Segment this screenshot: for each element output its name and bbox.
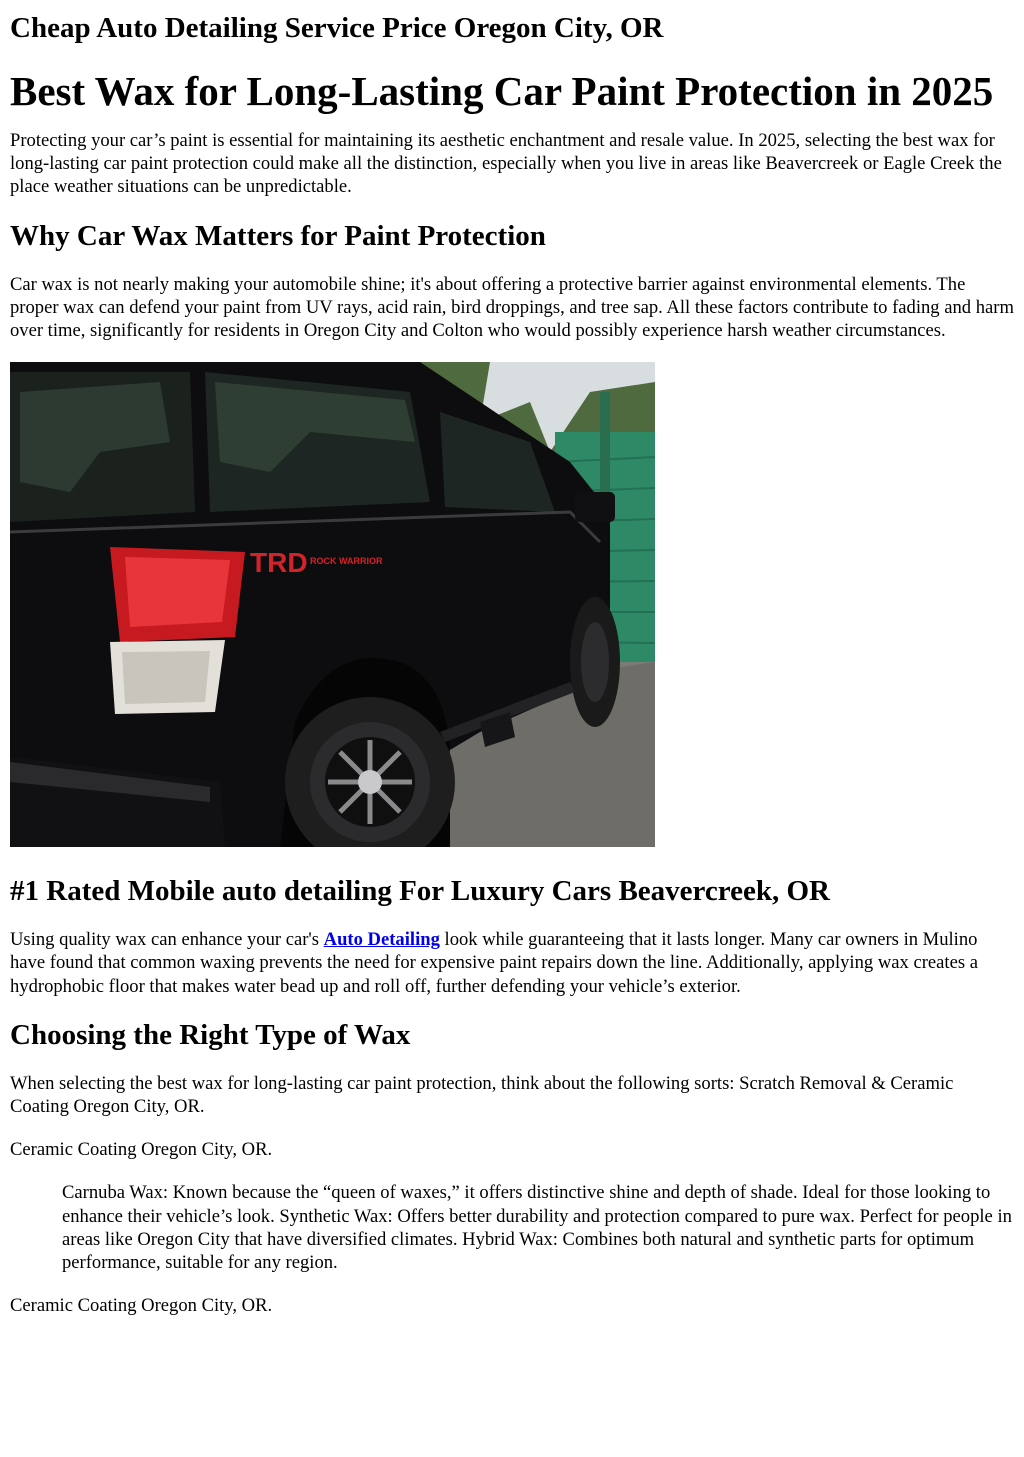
- ceramic-coating-line-2: Ceramic Coating Oregon City, OR.: [10, 1295, 273, 1317]
- section-heading-mobile-detailing: #1 Rated Mobile auto detailing For Luxury Cars Beavercreek, OR: [10, 875, 830, 908]
- page: [0, 11, 1024, 1317]
- paragraph-text-before-link: Using quality wax can enhance your car's: [10, 929, 324, 951]
- trd-badge-sub: ROCK WARRIOR: [310, 556, 383, 567]
- site-title: Cheap Auto Detailing Service Price Oregon City, OR: [10, 12, 664, 44]
- section-paragraph-mobile-detailing: [10, 928, 1014, 998]
- section-heading-why-wax: Why Car Wax Matters for Paint Protection: [10, 219, 546, 252]
- section-paragraph-choosing-wax: When selecting the best wax for long-lasting car paint protection, think about the following sorts: Scratch Removal & Ceramic Coating Oregon City, OR.: [10, 1072, 954, 1118]
- auto-detailing-link[interactable]: Auto Detailing: [323, 929, 440, 951]
- truck-photo-illustration: [10, 362, 655, 847]
- ceramic-coating-line: Ceramic Coating Oregon City, OR.: [10, 1139, 273, 1161]
- paragraph-text-after-link: look while guaranteeing that it lasts longer. Many car owners in Mulino have found that common waxing prevents the need for expensive paint repairs down the line. Additionally, applying wax creates a hydrophobic floor that makes water bead up and roll off, further defending your vehicle’s exterior.: [10, 929, 978, 997]
- section-paragraph-why-wax: Car wax is not nearly making your automobile shine; it's about offering a protective barrier against environmental elements. The proper wax can defend your paint from UV rays, acid rain, bird droppings, and tree sap. All these factors contribute to fading and harm over time, significantly for residents in Oregon City and Colton who would possibly experience harsh weather circumstances.: [10, 273, 1014, 342]
- section-heading-choosing-wax: Choosing the Right Type of Wax: [10, 1018, 411, 1051]
- intro-paragraph: Protecting your car’s paint is essential for maintaining its aesthetic enchantment and resale value. In 2025, selecting the best wax for long-lasting car paint protection could make all the distinction, especially when you live in areas like Beavercreek or Eagle Creek the place weather situations can be unpredictable.: [10, 130, 1002, 198]
- article-title: Best Wax for Long-Lasting Car Paint Protection in 2025: [10, 68, 994, 114]
- truck-photo: [10, 362, 655, 847]
- wax-types-blockquote: Carnuba Wax: Known because the “queen of waxes,” it offers distinctive shine and depth of shade. Ideal for those looking to enhance their vehicle’s look. Synthetic Wax: Offers better durability and protection compared to pure wax. Perfect for people in areas like Oregon City that have diversified climates. Hybrid Wax: Combines both natural and synthetic parts for optimum performance, suitable for any region.: [62, 1182, 1012, 1274]
- trd-badge: TRD: [250, 547, 308, 579]
